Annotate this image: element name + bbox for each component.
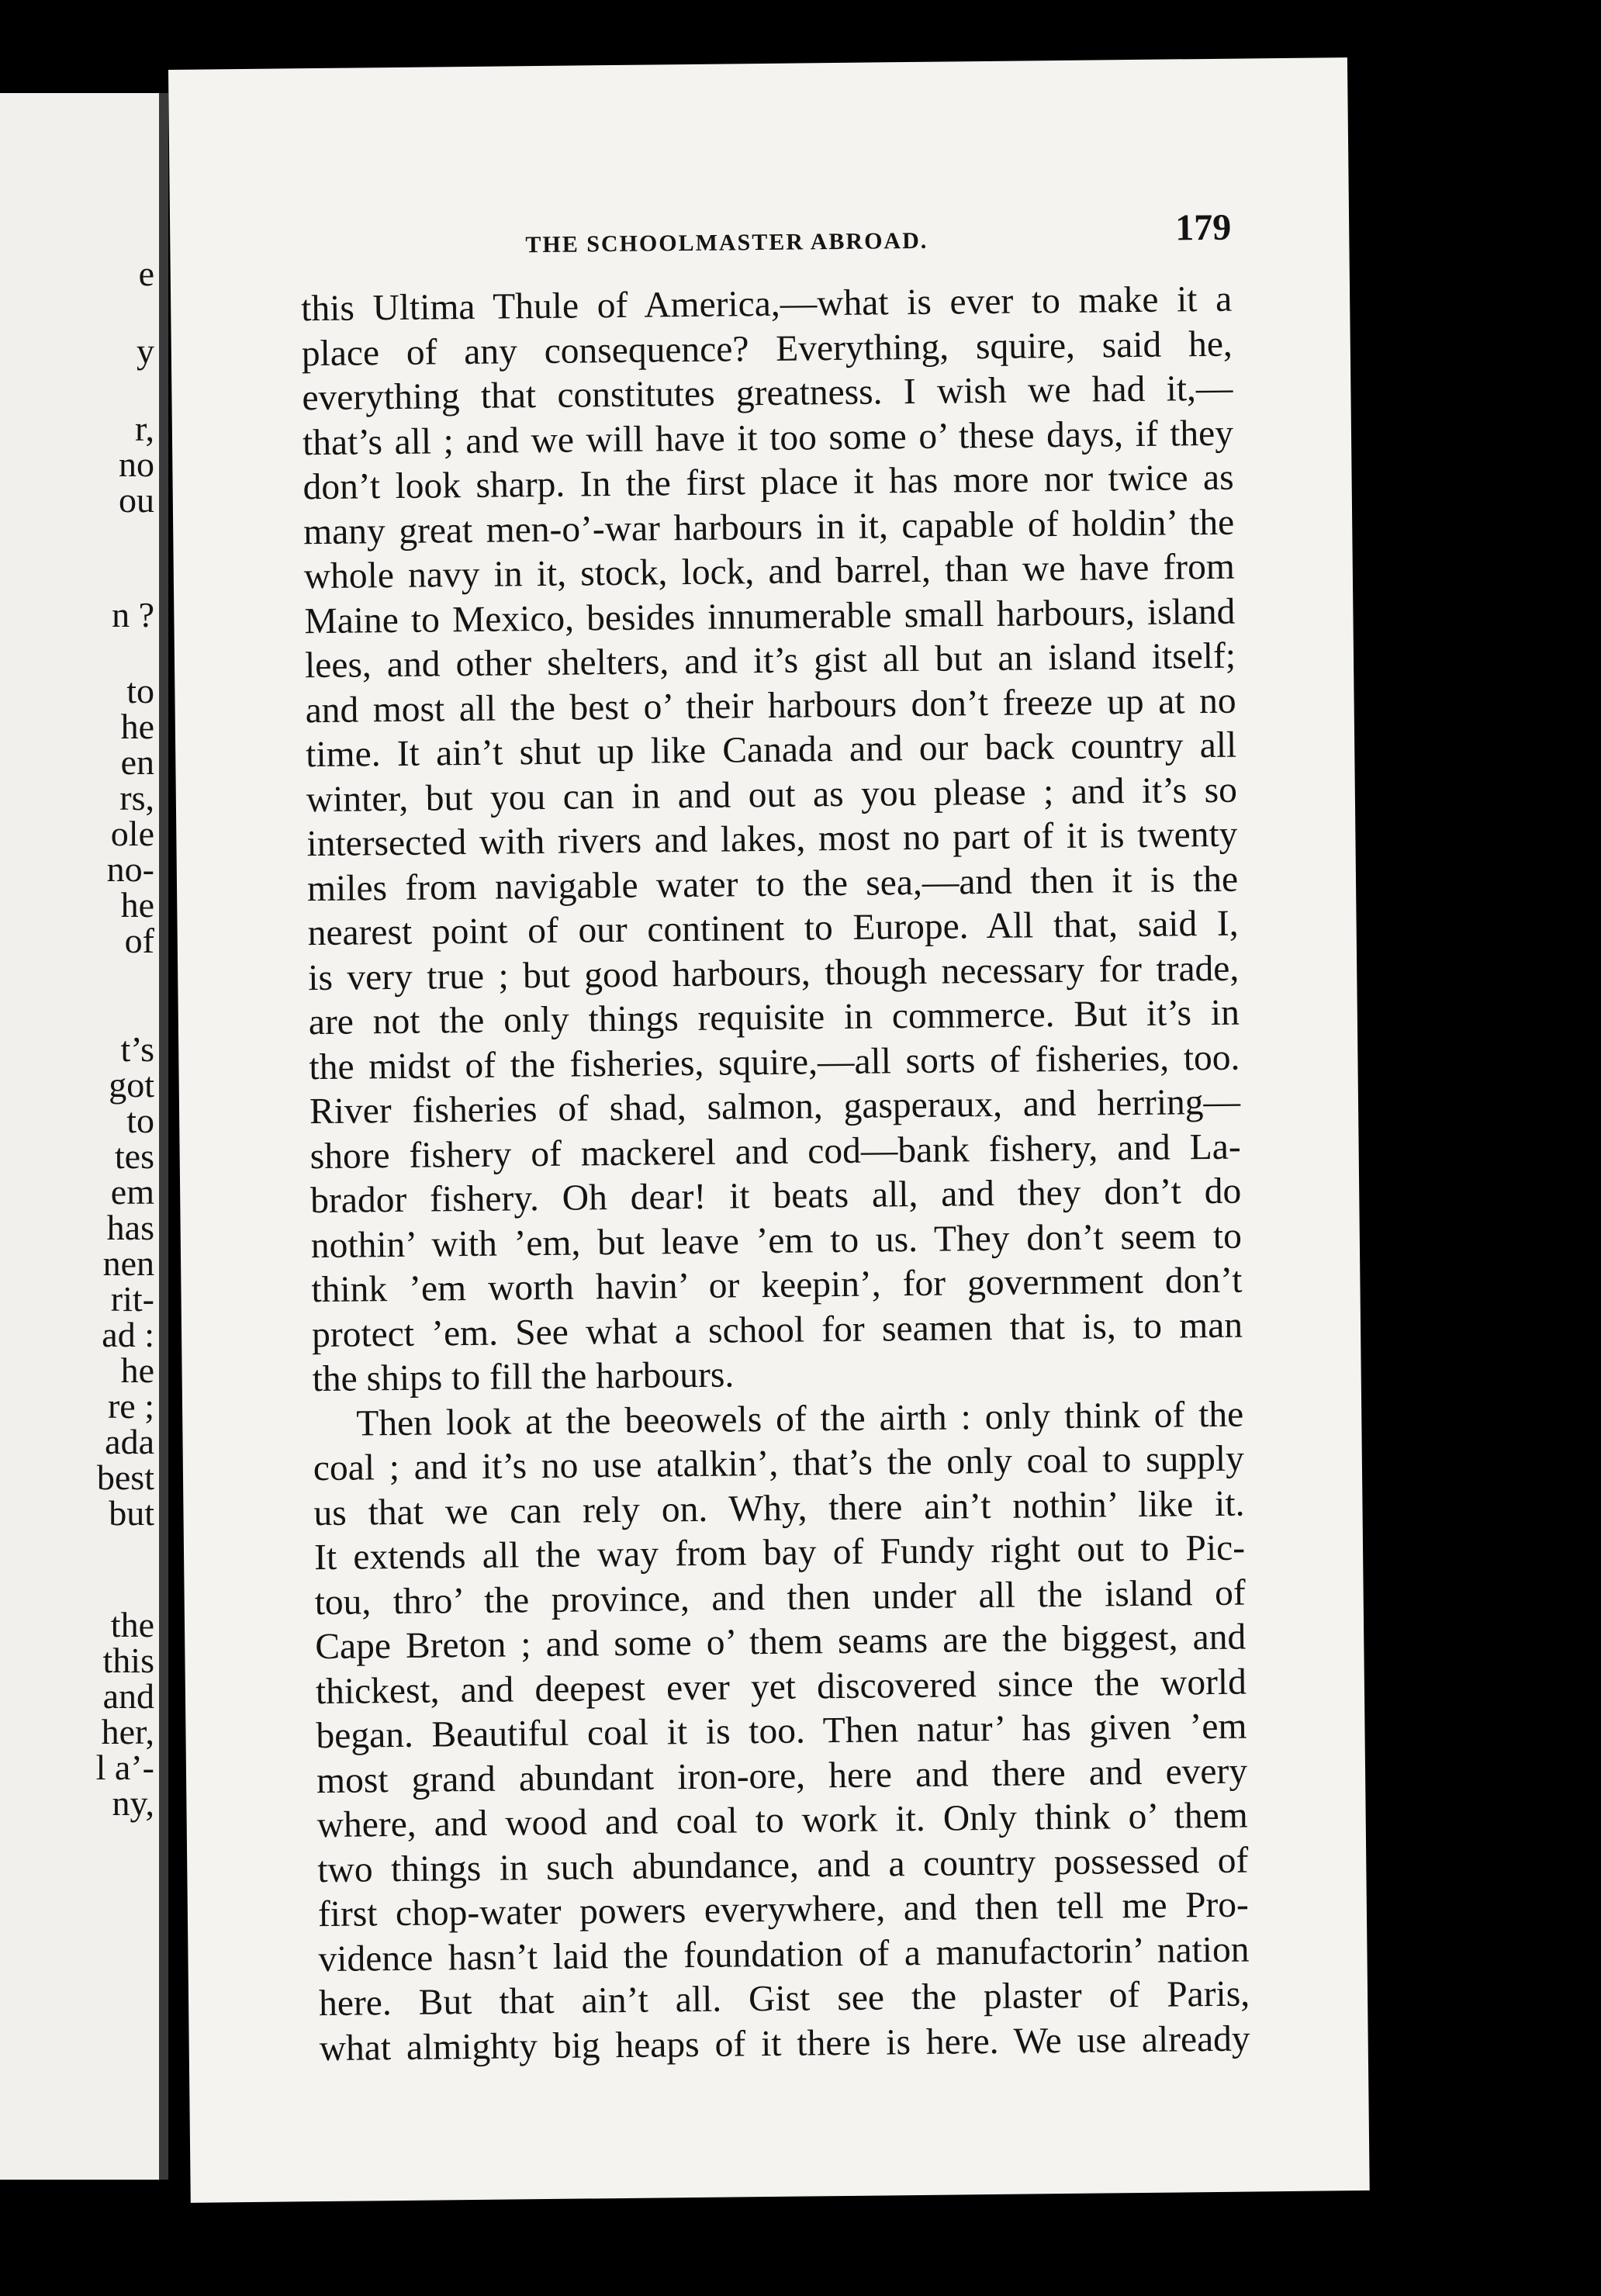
text-line: winter, but you can in and out as you please ; and it’s so xyxy=(306,769,1238,820)
left-page-fragment: of xyxy=(124,921,154,960)
left-page-fragment: ole xyxy=(110,814,154,853)
text-line: think ’em worth havin’ or keepin’, for government don’t xyxy=(311,1260,1243,1311)
left-page-fragment: t’s xyxy=(120,1029,154,1069)
text-line: began. Beautiful coal it is too. Then natur’ has given ’em xyxy=(316,1706,1247,1757)
left-page-fragment: nen xyxy=(102,1243,154,1283)
left-page-fragment: the xyxy=(110,1605,154,1644)
text-line: place of any consequence? Everything, squire, said he, xyxy=(301,323,1233,374)
left-page-fragment: rs, xyxy=(119,778,154,818)
paragraph xyxy=(301,278,1243,1402)
text-line: brador fishery. Oh dear! it beats all, and they don’t do xyxy=(310,1170,1242,1222)
left-page-fragment: tes xyxy=(114,1136,154,1176)
left-page-fragment: rit- xyxy=(110,1279,154,1319)
text-line: nearest point of our continent to Europe. All that, said I, xyxy=(307,903,1239,954)
left-page-fragment: r, xyxy=(135,409,154,448)
text-line: time. It ain’t shut up like Canada and our back country all xyxy=(305,724,1237,776)
left-page-fragment: to xyxy=(126,671,154,711)
text-line: It extends all the way from bay of Fundy right out to Pic- xyxy=(313,1527,1246,1578)
left-page-fragment: ada xyxy=(105,1422,154,1461)
left-page-fragment: best xyxy=(96,1457,154,1497)
text-line: thickest, and deepest ever yet discovered since the world xyxy=(315,1661,1247,1712)
left-page-fragment: ad : xyxy=(102,1315,154,1354)
running-head-title: THE SCHOOLMASTER ABROAD. xyxy=(525,227,928,258)
paragraph xyxy=(313,1392,1250,2071)
left-page-fragment: he xyxy=(120,707,154,746)
left-page-fragment: this xyxy=(102,1641,154,1680)
left-page-fragment: en xyxy=(120,742,154,782)
right-page xyxy=(168,57,1370,2203)
text-line: us that we can rely on. Why, there ain’t nothin’ like it. xyxy=(313,1483,1245,1534)
text-line: two things in such abundance, and a country possessed of xyxy=(317,1840,1249,1890)
text-line: lees, and other shelters, and it’s gist all but an island itself; xyxy=(304,635,1236,686)
text-line: protect ’em. See what a school for seamen that is, to man xyxy=(311,1305,1243,1355)
text-line: tou, thro’ the province, and then under all the island of xyxy=(314,1572,1246,1623)
text-line: where, and wood and coal to work it. Only think o’ them xyxy=(316,1795,1248,1846)
text-line: shore fishery of mackerel and cod—bank fishery, and La- xyxy=(309,1126,1241,1177)
body-text xyxy=(301,278,1250,2071)
left-page-fragment: n ? xyxy=(112,595,154,635)
left-page-fragment: he xyxy=(120,885,154,925)
text-line: most grand abundant iron-ore, here and there and every xyxy=(316,1751,1248,1801)
text-line: coal ; and it’s no use atalkin’, that’s the only coal to supply xyxy=(313,1438,1245,1489)
text-line: everything that constitutes greatness. I wish we had it,— xyxy=(302,368,1233,419)
left-page-fragment: re ; xyxy=(107,1386,154,1426)
text-line: River fisheries of shad, salmon, gasperaux, and herring— xyxy=(309,1081,1241,1132)
left-page-fragment: no- xyxy=(106,849,154,889)
text-line: whole navy in it, stock, lock, and barrel, than we have from xyxy=(303,546,1236,597)
left-page-fragment: y xyxy=(137,331,154,371)
text-line: vidence hasn’t laid the foundation of a manufactorin’ nation xyxy=(318,1929,1250,1980)
text-line: the ships to fill the harbours. xyxy=(312,1354,735,1400)
text-line: are not the only things requisite in commerce. But it’s in xyxy=(308,992,1240,1043)
text-line: Maine to Mexico, besides innumerable small harbours, island xyxy=(304,591,1236,641)
left-page-fragment: he xyxy=(120,1350,154,1390)
running-head xyxy=(300,206,1232,263)
text-line: is very true ; but good harbours, though necessary for trade, xyxy=(307,948,1240,998)
left-page-fragment: ny, xyxy=(112,1783,154,1823)
left-facing-page xyxy=(0,93,159,2180)
text-line: that’s all ; and we will have it too some o’ these days, if they xyxy=(302,413,1234,463)
left-page-fragment: em xyxy=(110,1172,154,1212)
text-line: don’t look sharp. In the first place it has more nor twice as xyxy=(303,457,1234,508)
text-line: Then look at the beeowels of the airth : only think of the xyxy=(356,1394,1244,1444)
left-page-fragment: no xyxy=(119,444,154,484)
text-line: what almighty big heaps of it there is here. We use already xyxy=(319,2018,1250,2069)
text-line: here. But that ain’t all. Gist see the plaster of Paris, xyxy=(318,1973,1250,2025)
text-line: intersected with rivers and lakes, most no part of it is twenty xyxy=(306,814,1238,865)
text-line: Cape Breton ; and some o’ them seams are the biggest, and xyxy=(315,1617,1247,1668)
text-line: the midst of the fisheries, squire,—all sorts of fisheries, too. xyxy=(309,1037,1240,1087)
text-line: this Ultima Thule of America,—what is ever to make it a xyxy=(300,278,1233,330)
left-page-fragment: has xyxy=(106,1208,154,1247)
text-line: and most all the best o’ their harbours don’t freeze up at no xyxy=(305,680,1236,731)
left-page-fragment: her, xyxy=(101,1712,154,1751)
text-line: many great men-o’-war harbours in it, capable of holdin’ the xyxy=(303,502,1235,552)
text-line: nothin’ with ’em, but leave ’em to us. They don’t seem to xyxy=(310,1215,1243,1266)
left-page-fragment: l a’- xyxy=(95,1748,154,1787)
left-page-fragment: to xyxy=(126,1101,154,1140)
page-content xyxy=(300,206,1250,2071)
left-page-fragment: ou xyxy=(119,480,154,520)
page-number: 179 xyxy=(1174,206,1232,249)
book-gutter xyxy=(159,93,168,2180)
text-line: miles from navigable water to the sea,—and then it is the xyxy=(306,859,1239,909)
text-line: first chop-water powers everywhere, and then tell me Pro- xyxy=(317,1884,1250,1935)
left-page-fragment: but xyxy=(109,1493,154,1533)
left-page-fragment: e xyxy=(138,254,154,293)
left-page-fragment: got xyxy=(109,1065,154,1105)
left-page-fragment: and xyxy=(102,1676,154,1716)
